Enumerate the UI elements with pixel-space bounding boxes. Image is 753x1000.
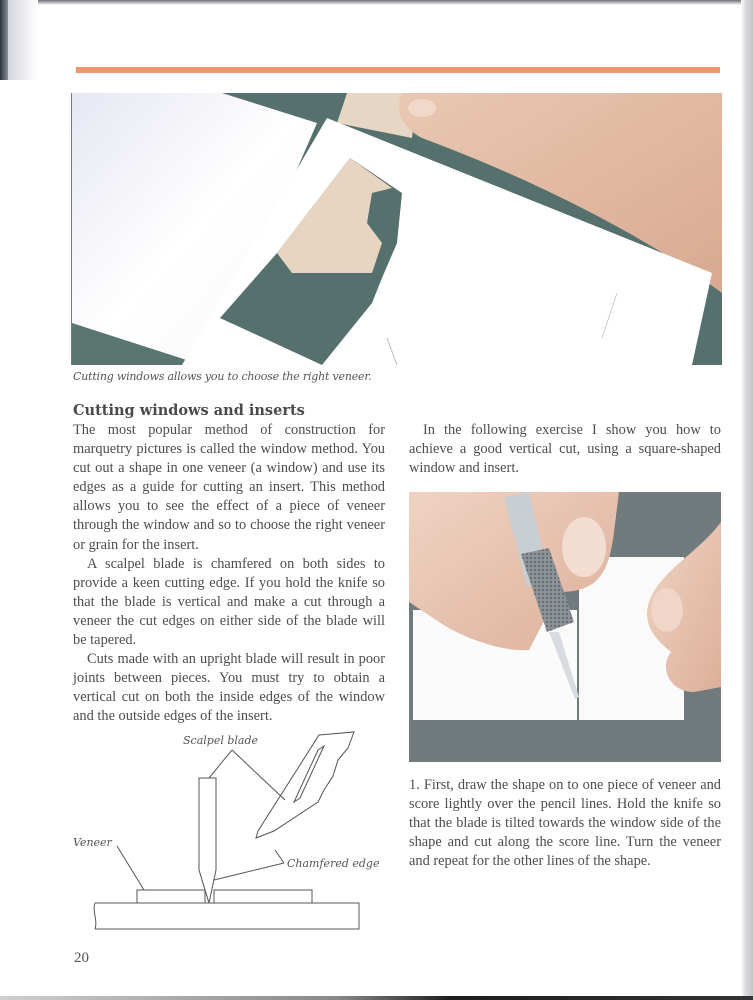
body-paragraph: Cuts made with an upright blade will result in poor joints between pieces. You must try to obtain a vertical cut on both the inside edges of the window and the outside edges of the insert.: [73, 651, 385, 725]
scan-edge-top: [0, 0, 753, 5]
scan-edge-left-shadow: [8, 0, 38, 80]
leader-scalpel-left: [209, 750, 232, 778]
scan-edge-left: [0, 0, 8, 80]
body-paragraph: The most popular method of construction for marquetry pictures is called the window method. You cut out a shape in one veneer (a window) and use its edges as a guide for cutting an insert. This method allows you to see the effect of a piece of veneer through the window and so to choose the right veneer or grain for the insert.: [73, 422, 385, 553]
photo-cutting-window-illustration: [72, 93, 722, 365]
vertical-blade: [199, 778, 216, 903]
step-paragraph: 1. First, draw the shape on to one piece of veneer and score lightly over the pencil lines. Hold the knife so that the blade is tilted towards the window side of the shape and cut along the score line. Turn the veneer and repeat for the other lines of the shape.: [409, 777, 721, 870]
veneer-right: [214, 890, 312, 903]
blade-slot: [294, 746, 324, 802]
photo-scalpel-cut: [409, 492, 721, 762]
veneer-left: [137, 890, 205, 903]
scan-edge-right: [741, 0, 753, 1000]
header-rule: [76, 67, 720, 73]
photo-scalpel-cut-illustration: [409, 492, 721, 762]
body-column-left: [73, 421, 385, 727]
body-column-right-intro: [409, 421, 721, 478]
scalpel-diagram: [62, 722, 382, 937]
body-paragraph: A scalpel blade is chamfered on both sides to provide a keen cutting edge. If you hold the knife so that the blade is vertical and make a cut through a veneer the cut edges on either side of the blade will be tapered.: [73, 555, 385, 649]
step-1-text: [409, 776, 721, 871]
photo-cutting-window: [71, 93, 722, 365]
cutting-board: [94, 903, 359, 929]
scalpel-diagram-drawing: [62, 722, 382, 937]
label-chamfered-edge: Chamfered edge: [287, 857, 380, 870]
leader-scalpel-right: [232, 750, 285, 800]
page-number: 20: [74, 950, 89, 966]
leader-veneer: [117, 846, 144, 890]
leader-chamfer-1: [275, 850, 284, 863]
leader-chamfer-2: [214, 863, 284, 880]
label-scalpel-blade: Scalpel blade: [183, 734, 259, 747]
angled-blade: [256, 732, 354, 838]
label-veneer: Veneer: [73, 836, 112, 849]
figure-caption-top: Cutting windows allows you to choose the right veneer.: [73, 370, 372, 383]
section-heading: Cutting windows and inserts: [73, 402, 305, 419]
scan-edge-bottom: [0, 996, 753, 1000]
body-paragraph: In the following exercise I show you how to achieve a good vertical cut, using a square-shaped window and insert.: [409, 422, 721, 477]
